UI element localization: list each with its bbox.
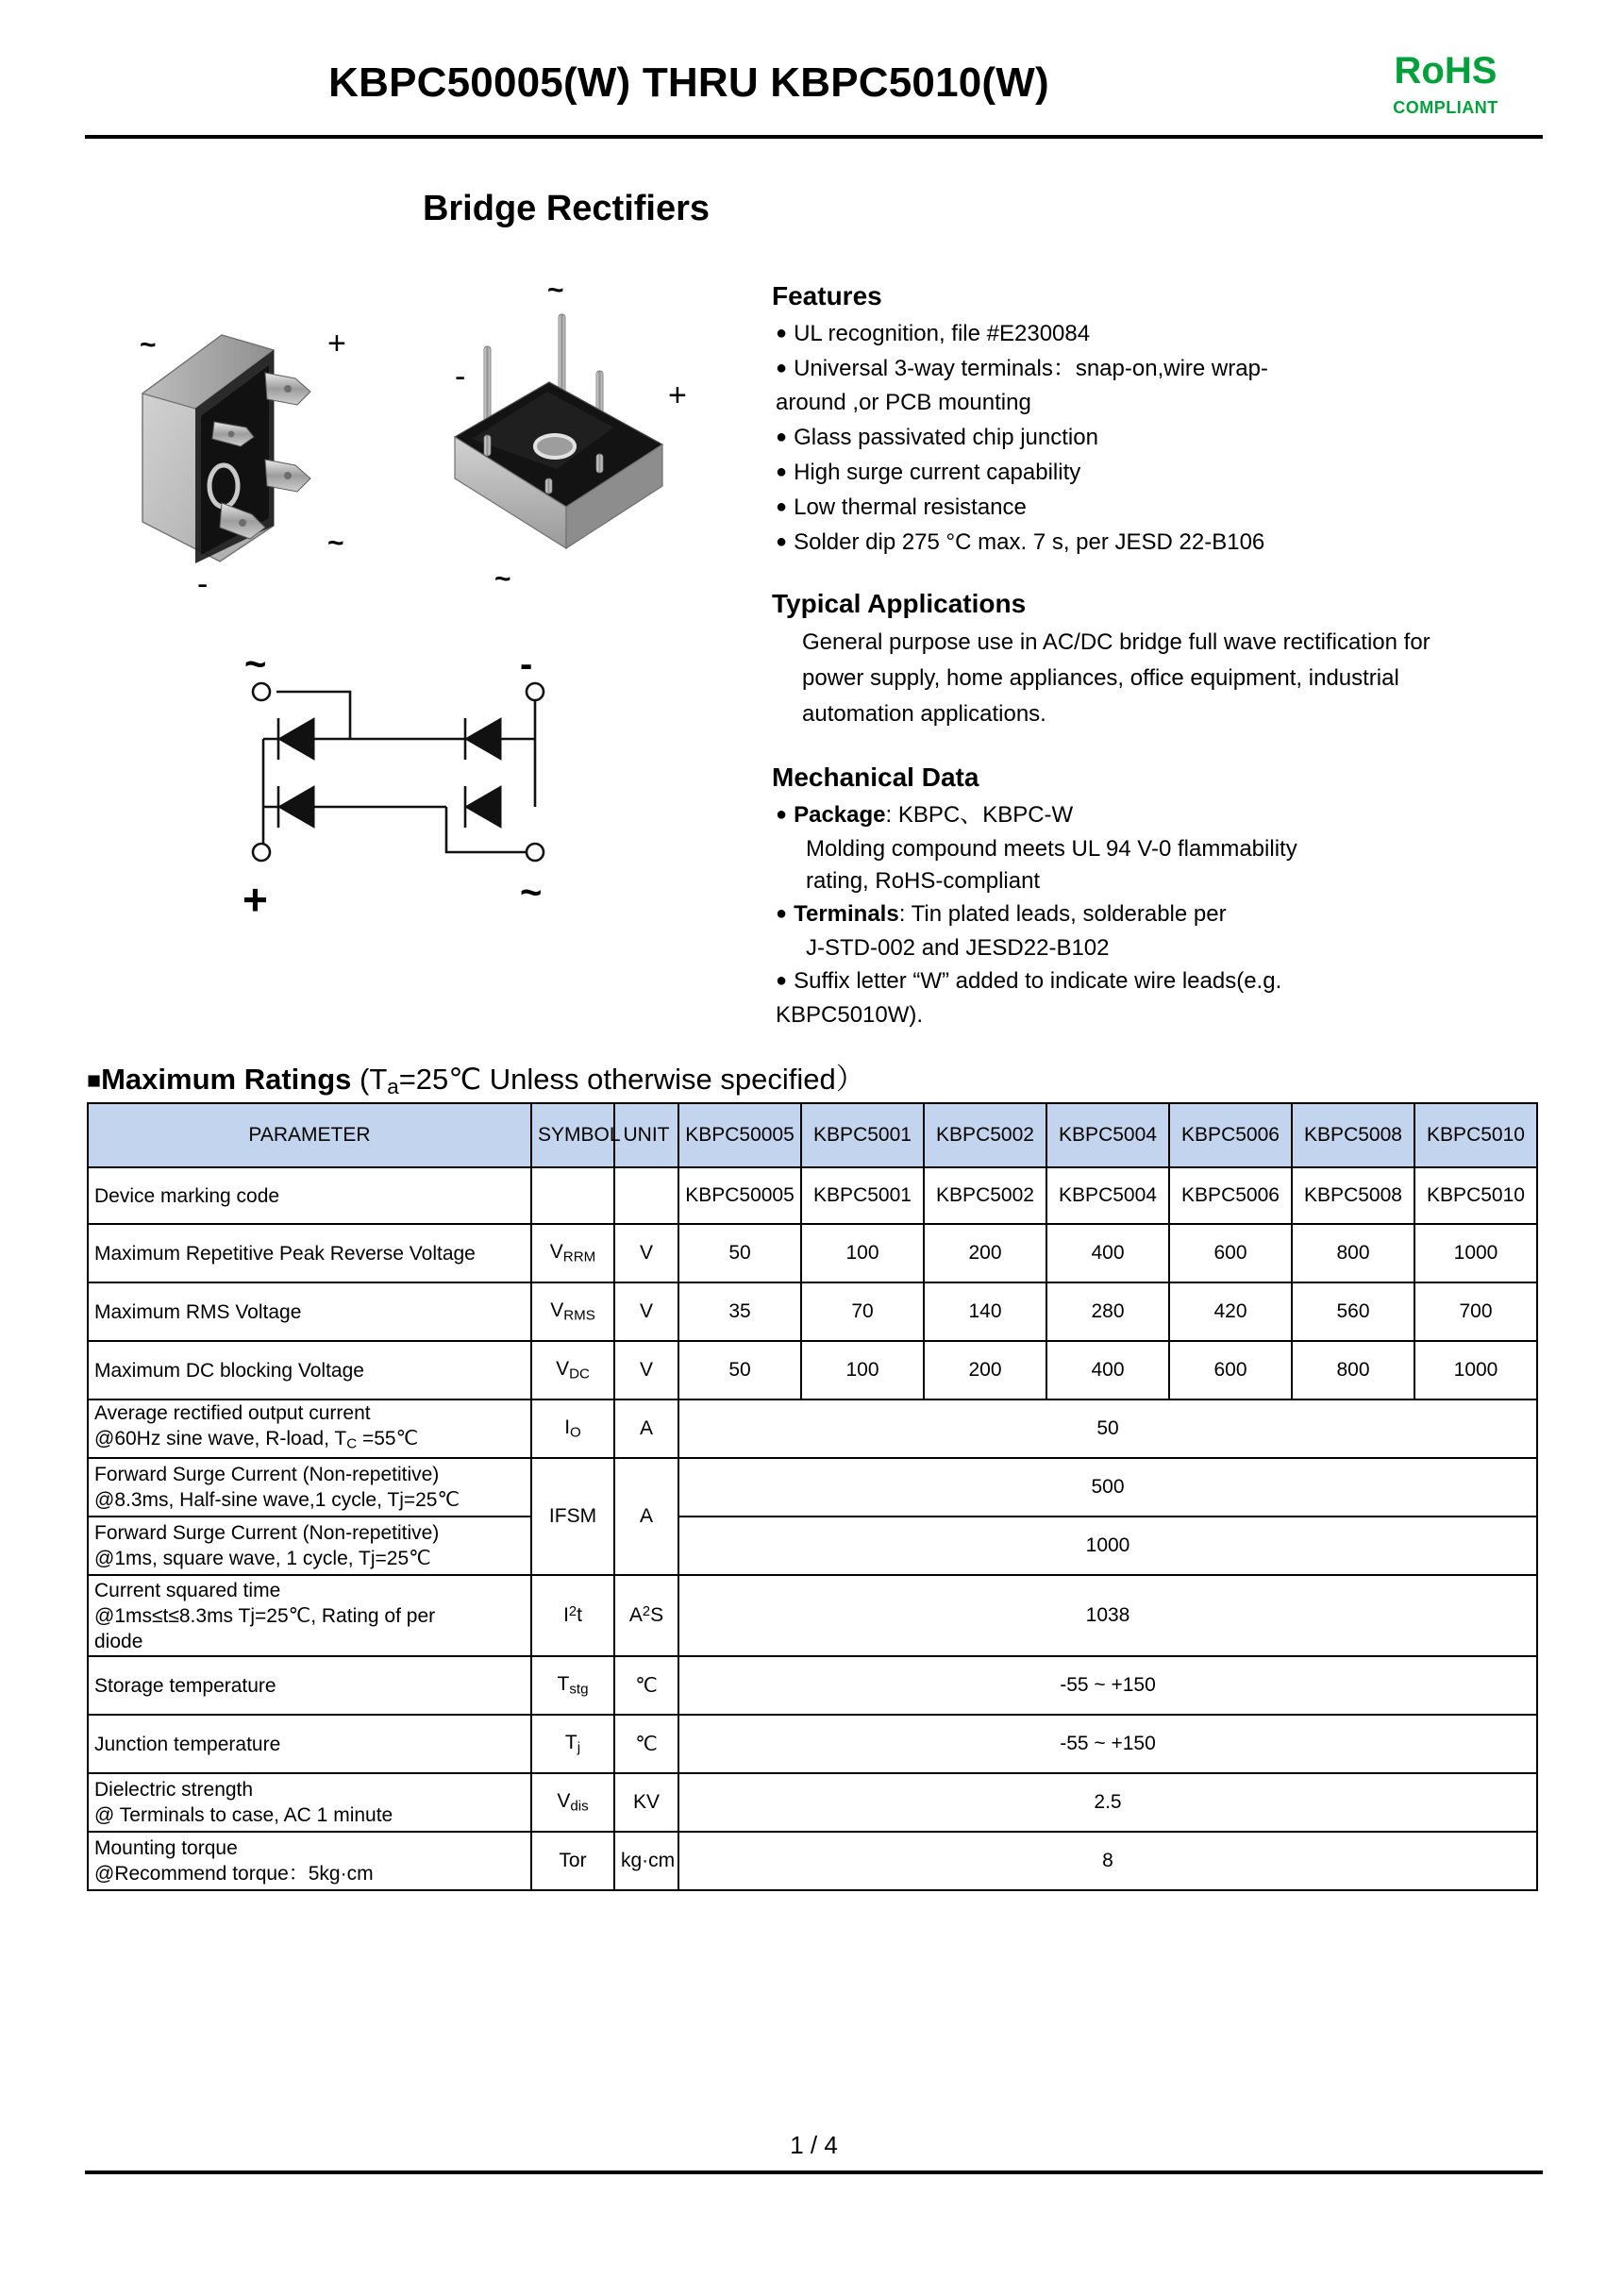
feature-item (772, 421, 1517, 454)
row-unit: V (614, 1282, 678, 1341)
table-row (88, 1282, 1537, 1341)
bullet-icon: ● (776, 531, 788, 552)
feature-item (772, 526, 1517, 559)
row-merged-value: 50 (678, 1399, 1537, 1458)
suffix-text: Suffix letter “W” added to indicate wire leads(e.g. (794, 968, 1282, 994)
row-value: 1000 (1414, 1224, 1537, 1282)
table-row (88, 1575, 1537, 1656)
feature-text: Solder dip 275 °C max. 7 s, per JESD 22-B106 (794, 529, 1265, 555)
bullet-icon: ● (776, 970, 788, 991)
schematic-ac-top-label: ~ (244, 644, 267, 685)
pkg-b-plus-label: + (668, 377, 687, 413)
row-merged-value: -55 ~ +150 (678, 1715, 1537, 1773)
bullet-icon: ● (776, 323, 788, 344)
page-header (85, 52, 1543, 142)
pkg-a-plus-label: + (327, 326, 346, 361)
row-value: KBPC50005 (678, 1167, 801, 1224)
mechanical-terminals-item (772, 897, 1517, 930)
row-symbol: $V_{DC}$ (531, 1341, 614, 1399)
pkg-b-ac-top-label: ~ (547, 275, 564, 306)
col-header-parameter: PARAMETER (88, 1103, 531, 1167)
row-symbol: $I^2t$ (531, 1575, 614, 1656)
rohs-compliant-label: COMPLIANT (1393, 98, 1498, 117)
mechanical-suffix-continuation: KBPC5010W). (776, 1002, 924, 1028)
row-symbol: $I_O$ (531, 1399, 614, 1458)
row-value: 700 (1414, 1282, 1537, 1341)
row-merged-value: 1038 (678, 1575, 1537, 1656)
row-parameter: Current squared time @1ms≤t≤8.3ms Tj=25℃, Rating of per diode (88, 1575, 531, 1656)
row-value: 100 (801, 1341, 924, 1399)
table-row (88, 1832, 1537, 1890)
page-title: KBPC50005(W) THRU KBPC5010(W) (328, 59, 1049, 106)
row-value: 50 (678, 1341, 801, 1399)
row-value: 400 (1046, 1224, 1169, 1282)
table-row (88, 1167, 1537, 1224)
col-header-kbpc5002: KBPC5002 (924, 1103, 1046, 1167)
row-value: 200 (924, 1341, 1046, 1399)
row-merged-value: 8 (678, 1832, 1537, 1890)
row-value: 800 (1292, 1224, 1414, 1282)
pkg-a-minus-label: - (197, 566, 209, 599)
schematic-ac-bottom-label: ~ (520, 872, 543, 913)
feature-text: Glass passivated chip junction (794, 425, 1098, 450)
footer-divider (85, 2170, 1543, 2174)
header-divider (85, 135, 1543, 139)
row-symbol: Tor (531, 1832, 614, 1890)
schematic-plus-label: + (243, 875, 268, 924)
col-header-kbpc5008: KBPC5008 (1292, 1103, 1414, 1167)
package-value: : KBPC、KBPC-W (885, 802, 1074, 828)
table-row (88, 1656, 1537, 1715)
row-value: 400 (1046, 1341, 1169, 1399)
col-header-kbpc5001: KBPC5001 (801, 1103, 924, 1167)
right-text-column (772, 281, 1517, 1033)
terminals-label: Terminals (794, 901, 899, 927)
bullet-icon: ● (776, 427, 788, 447)
row-unit: A (614, 1458, 678, 1575)
table-row (88, 1224, 1537, 1282)
feature-text: High surge current capability (794, 460, 1081, 485)
bullet-icon: ● (776, 358, 788, 378)
table-row (88, 1773, 1537, 1832)
table-row (88, 1458, 1537, 1517)
feature-item (772, 491, 1517, 524)
row-value: KBPC5006 (1169, 1167, 1292, 1224)
row-unit: KV (614, 1773, 678, 1832)
pkg-a-ac2-label: ~ (327, 528, 344, 559)
feature-text: Universal 3-way terminals：snap-on,wire wrap- (794, 356, 1268, 381)
row-parameter: Average rectified output current @60Hz sine wave, R-load, $T_C$ =55℃ (88, 1399, 531, 1458)
package-photo-kbpc-w (415, 269, 717, 595)
row-unit: ℃ (614, 1715, 678, 1773)
row-merged-value: 500 (678, 1458, 1537, 1517)
ratings-title-text: Maximum Ratings (101, 1063, 352, 1096)
row-parameter: Forward Surge Current (Non-repetitive) @1ms, square wave, 1 cycle, Tj=25℃ (88, 1517, 531, 1575)
row-value: KBPC5002 (924, 1167, 1046, 1224)
package-label: Package (794, 802, 886, 828)
row-symbol: $V_{RMS}$ (531, 1282, 614, 1341)
feature-text: Low thermal resistance (794, 494, 1027, 520)
row-symbol: IFSM (531, 1458, 614, 1575)
row-value: KBPC5010 (1414, 1167, 1537, 1224)
row-unit: kg·cm (614, 1832, 678, 1890)
row-merged-value: -55 ~ +150 (678, 1656, 1537, 1715)
application-line: automation applications. (802, 701, 1046, 727)
feature-text: UL recognition, file #E230084 (794, 321, 1091, 346)
package-photo-kbpc (109, 288, 410, 599)
square-bullet-icon: ■ (87, 1067, 102, 1094)
pkg-b-ac-bottom-label: ~ (494, 563, 511, 595)
row-value: 140 (924, 1282, 1046, 1341)
row-parameter: Forward Surge Current (Non-repetitive) @8.3ms, Half-sine wave,1 cycle, Tj=25℃ (88, 1458, 531, 1517)
bullet-icon: ● (776, 496, 788, 517)
ratings-title-cond: =25℃ Unless otherwise specified） (398, 1063, 865, 1096)
terminals-value: : Tin plated leads, solderable per (898, 901, 1227, 927)
bridge-rectifier-schematic (203, 618, 580, 925)
row-value: 280 (1046, 1282, 1169, 1341)
feature-item-continuation: around ,or PCB mounting (776, 390, 1031, 415)
table-row (88, 1715, 1537, 1773)
ratings-section-title (87, 1055, 865, 1099)
row-unit: V (614, 1341, 678, 1399)
row-parameter: Junction temperature (88, 1715, 531, 1773)
row-merged-value: 1000 (678, 1517, 1537, 1575)
col-header-kbpc5010: KBPC5010 (1414, 1103, 1537, 1167)
row-value: 200 (924, 1224, 1046, 1282)
maximum-ratings-table (87, 1102, 1538, 1891)
row-unit: ℃ (614, 1656, 678, 1715)
col-header-unit: UNIT (614, 1103, 678, 1167)
col-header-kbpc5006: KBPC5006 (1169, 1103, 1292, 1167)
rohs-logo (1356, 52, 1535, 118)
feature-item (772, 317, 1517, 350)
page-number: 1 / 4 (790, 2131, 838, 2159)
row-symbol: $V_{dis}$ (531, 1773, 614, 1832)
row-value: 420 (1169, 1282, 1292, 1341)
feature-item (772, 352, 1517, 385)
row-value: KBPC5008 (1292, 1167, 1414, 1224)
row-unit: $A^2S$ (614, 1575, 678, 1656)
mechanical-package-line: Molding compound meets UL 94 V-0 flammability (806, 836, 1297, 862)
row-symbol: $T_{stg}$ (531, 1656, 614, 1715)
table-row (88, 1341, 1537, 1399)
feature-item (772, 456, 1517, 489)
mechanical-heading: Mechanical Data (772, 763, 979, 792)
table-row (88, 1399, 1537, 1458)
application-line: General purpose use in AC/DC bridge full wave rectification for (802, 629, 1431, 655)
document-subtitle: Bridge Rectifiers (422, 189, 711, 228)
row-value: 35 (678, 1282, 801, 1341)
ratings-title-sub: a (387, 1074, 399, 1098)
row-parameter: Maximum Repetitive Peak Reverse Voltage (88, 1224, 531, 1282)
row-value: 600 (1169, 1224, 1292, 1282)
col-header-kbpc50005: KBPC50005 (678, 1103, 801, 1167)
bullet-icon: ● (776, 804, 788, 825)
row-value: 560 (1292, 1282, 1414, 1341)
row-parameter: Storage temperature (88, 1656, 531, 1715)
row-value: KBPC5001 (801, 1167, 924, 1224)
row-value: 1000 (1414, 1341, 1537, 1399)
row-value: 100 (801, 1224, 924, 1282)
row-parameter: Device marking code (88, 1167, 531, 1224)
mechanical-package-line: rating, RoHS-compliant (806, 868, 1041, 894)
pkg-a-ac1-label: ~ (140, 329, 157, 360)
row-symbol: $T_j$ (531, 1715, 614, 1773)
row-value: KBPC5004 (1046, 1167, 1169, 1224)
rohs-label: RoHS (1394, 50, 1498, 92)
pkg-b-minus-label: - (455, 359, 466, 394)
table-row (88, 1517, 1537, 1575)
schematic-minus-label: - (520, 644, 533, 685)
mechanical-suffix-item (772, 964, 1517, 997)
row-parameter: Maximum DC blocking Voltage (88, 1341, 531, 1399)
row-unit (614, 1167, 678, 1224)
row-value: 70 (801, 1282, 924, 1341)
row-value: 50 (678, 1224, 801, 1282)
bullet-icon: ● (776, 461, 788, 482)
features-heading: Features (772, 281, 882, 310)
application-line: power supply, home appliances, office equipment, industrial (802, 665, 1399, 691)
row-unit: A (614, 1399, 678, 1458)
ratings-title-paren: (T (360, 1063, 388, 1096)
row-symbol: $V_{RRM}$ (531, 1224, 614, 1282)
row-parameter: Maximum RMS Voltage (88, 1282, 531, 1341)
mechanical-package-item (772, 798, 1517, 831)
row-value: 600 (1169, 1341, 1292, 1399)
col-header-kbpc5004: KBPC5004 (1046, 1103, 1169, 1167)
bullet-icon: ● (776, 903, 788, 924)
row-merged-value: 2.5 (678, 1773, 1537, 1832)
row-unit: V (614, 1224, 678, 1282)
col-header-symbol: SYMBOL (531, 1103, 614, 1167)
table-header-row (88, 1103, 1537, 1167)
row-parameter: Dielectric strength @ Terminals to case, AC 1 minute (88, 1773, 531, 1832)
applications-heading: Typical Applications (772, 589, 1027, 618)
mechanical-terminals-line: J-STD-002 and JESD22-B102 (806, 935, 1110, 961)
row-parameter: Mounting torque @Recommend torque：5kg·cm (88, 1832, 531, 1890)
row-symbol (531, 1167, 614, 1224)
row-value: 800 (1292, 1341, 1414, 1399)
